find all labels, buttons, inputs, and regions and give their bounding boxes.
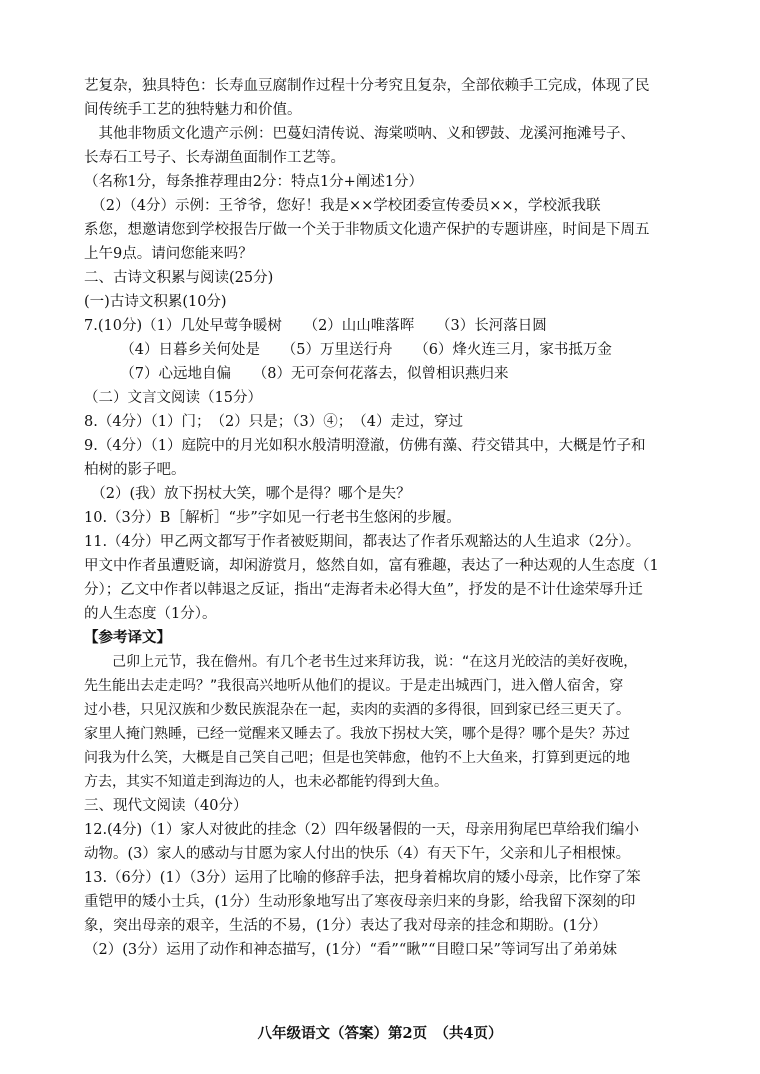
translation-line: 先生能出去走走吗？”我很高兴地听从他们的提议。于是走出城西门，进入僧人宿舍，穿 xyxy=(84,678,624,694)
text-line: （4）日暮乡关何处是 （5）万里送行舟 （6）烽火连三月，家书抵万金 xyxy=(84,342,612,358)
section-heading: 二、古诗文积累与阅读(25分) xyxy=(84,270,274,286)
section-heading: 三、现代文阅读（40分） xyxy=(84,798,248,814)
text-line: 象，突出母亲的艰辛，生活的不易，(1分）表达了我对母亲的挂念和期盼。(1分） xyxy=(84,918,607,934)
text-line: 7.(10分)（1）几处早莺争暖树 （2）山山唯落晖 （3）长河落日圆 xyxy=(84,318,547,334)
text-line: 的人生态度（1分）。 xyxy=(84,606,217,622)
text-line: 艺复杂，独具特色：长寿血豆腐制作过程十分考究且复杂，全部依赖手工完成，体现了民 xyxy=(84,78,650,94)
text-line: 上午9点。请问您能来吗？ xyxy=(84,246,253,262)
text-line: （7）心远地自偏 （8）无可奈何花落去，似曾相识燕归来 xyxy=(84,366,509,382)
text-line: 10.（3分）B［解析］“步”字如见一行老书生悠闲的步履。 xyxy=(84,510,461,526)
text-line: （2）(3分）运用了动作和神态描写，(1分）“看”“瞅”“目瞪口呆”等词写出了弟弟妹 xyxy=(84,942,617,958)
text-line: 长寿石工号子、长寿湖鱼面制作工艺等。 xyxy=(84,150,345,166)
text-line: 9.（4分）（1）庭院中的月光如积水般清明澄澈，仿佛有藻、荇交错其中，大概是竹子和 xyxy=(84,438,646,454)
text-line: 重铠甲的矮小士兵，(1分）生动形象地写出了寒夜母亲归来的身影，给我留下深刻的印 xyxy=(84,894,636,910)
translation-line: 家里人掩门熟睡，已经一觉醒来又睡去了。我放下拐杖大笑，哪个是得？哪个是失？苏过 xyxy=(84,726,630,742)
text-line: 甲文中作者虽遭贬谪，却闲游赏月，悠然自如，富有雅趣，表达了一种达观的人生态度（1 xyxy=(84,558,659,574)
subsection-heading: （二）文言文阅读（15分） xyxy=(84,390,262,406)
translation-line: 问我为什么笑，大概是自己笑自己吧；但是也笑韩愈，他钓不上大鱼来，打算到更远的地 xyxy=(84,750,630,766)
text-line: 柏树的影子吧。 xyxy=(84,462,186,478)
translation-line: 过小巷，只见汉族和少数民族混杂在一起，卖肉的卖酒的多得很，回到家已经三更天了。 xyxy=(84,702,630,718)
text-line: 11.（4分）甲乙两文都写于作者被贬期间，都表达了作者乐观豁达的人生追求（2分）。 xyxy=(84,534,641,550)
subsection-heading: (一)古诗文积累(10分) xyxy=(84,294,227,310)
text-line: 8.（4分）（1）门； （2）只是；（3）④； （4）走过，穿过 xyxy=(84,414,463,430)
text-line: 12.(4分)（1）家人对彼此的挂念（2）四年级暑假的一天，母亲用狗尾巴草给我们编小 xyxy=(84,822,640,838)
translation-line: 己卯上元节，我在儋州。有几个老书生过来拜访我，说：“在这月光皎洁的美好夜晚， xyxy=(84,654,638,670)
reference-translation-heading: 【参考译文】 xyxy=(84,629,171,646)
text-line: 其他非物质文化遗产示例：巴蔓妇清传说、海棠唢呐、义和锣鼓、龙溪河拖滩号子、 xyxy=(84,126,635,142)
text-line: （2）(我）放下拐杖大笑，哪个是得？哪个是失？ xyxy=(84,486,411,502)
text-line: 13.（6分）(1）（3分）运用了比喻的修辞手法，把身着棉坎肩的矮小母亲，比作穿了笨 xyxy=(84,870,641,886)
translation-line: 方去，其实不知道走到海边的人，也未必都能钓得到大鱼。 xyxy=(84,774,448,790)
text-line: 分）；乙文中作者以韩退之反证，指出“走海者未必得大鱼”，抒发的是不计仕途荣辱升迁 xyxy=(84,582,643,598)
text-line: 动物。(3）家人的感动与甘愿为家人付出的快乐（4）有天下午，父亲和儿子相根悚。 xyxy=(84,846,631,862)
page-footer: 八年级语文（答案）第2页 （共4页） xyxy=(257,1025,503,1042)
text-line: （名称1分，每条推荐理由2分：特点1分+阐述1分） xyxy=(84,174,424,190)
text-line: （2）（4分）示例：王爷爷，您好！我是××学校团委宣传委员××，学校派我联 xyxy=(84,198,601,214)
text-line: 间传统手工艺的独特魅力和价值。 xyxy=(84,102,302,118)
text-line: 系您，想邀请您到学校报告厅做一个关于非物质文化遗产保护的专题讲座，时间是下周五 xyxy=(84,222,650,238)
